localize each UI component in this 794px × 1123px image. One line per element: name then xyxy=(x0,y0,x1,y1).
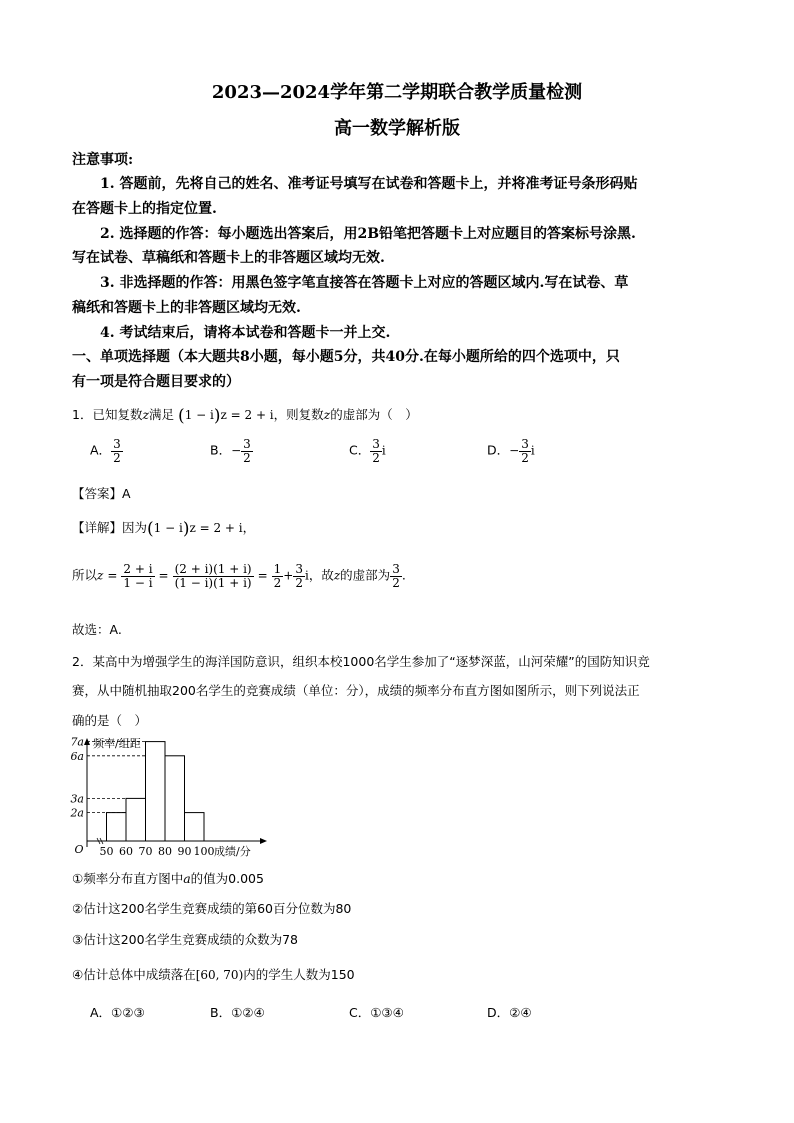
sol-mid: ，故 xyxy=(308,567,334,583)
x-tick-label: 50 xyxy=(99,845,114,858)
exam-title: 2023—2024学年第二学期联合教学质量检测 xyxy=(211,82,583,103)
notice-item3-line1: 3. 非选择题的作答：用黑色签字笔直接答在答题卡上对应的答题区域内.写在试卷、草 xyxy=(100,275,629,291)
sol-prefix: 所以 xyxy=(72,567,98,583)
q1-mid: 满足 xyxy=(149,407,175,422)
option-denominator: 2 xyxy=(243,450,251,465)
q2-statement4 xyxy=(72,965,355,983)
notice-item1-line1: 1. 答题前，先将自己的姓名、准考证号填写在试卷和答题卡上，并将准考证号条形码贴 xyxy=(100,176,638,192)
y-tick-label: 6a xyxy=(70,749,84,763)
histogram-bar xyxy=(165,756,185,841)
q1-suffix: ，则复数 xyxy=(273,407,324,422)
option-label: D． xyxy=(487,442,510,458)
q1-stem xyxy=(72,405,418,426)
q1-suffix2: 的虚部为（ ） xyxy=(330,407,418,422)
sol-fraction-denominator: 2 xyxy=(392,575,400,590)
q1-option-b[interactable] xyxy=(210,438,253,464)
sol-mid2: 的虚部为 xyxy=(340,567,391,583)
sol-var: z xyxy=(333,568,341,583)
notice-item2-line1: 2. 选择题的作答：每小题选出答案后，用2B铅笔把答题卡上对应题目的答案标号涂黑. xyxy=(100,226,636,242)
q2-option-c[interactable]: C．①③④ xyxy=(349,1005,404,1020)
y-tick-label: 7a xyxy=(70,735,84,749)
q1-option-c[interactable] xyxy=(349,438,386,464)
option-numerator: 3 xyxy=(372,437,380,451)
sol-fraction-numerator: 3 xyxy=(295,562,303,576)
q2-statement1 xyxy=(72,869,264,887)
option-sign: − xyxy=(231,443,242,458)
notice-item1-line2: 在答题卡上的指定位置. xyxy=(72,201,217,217)
sol-end: . xyxy=(401,567,406,583)
option-denominator: 2 xyxy=(521,450,529,465)
sol-equals: = xyxy=(257,568,268,583)
q1-equation: (1 − i)z = 2 + i xyxy=(178,406,274,426)
q2-option-d[interactable]: D．②④ xyxy=(487,1005,532,1020)
section1-line1: 一、单项选择题（本大题共8小题，每小题5分，共40分.在每小题所给的四个选项中，只 xyxy=(72,349,620,365)
statement1-prefix: ①频率分布直方图中 xyxy=(72,871,184,886)
option-label: C． xyxy=(349,442,371,458)
statement1-suffix: 的值为0.005 xyxy=(190,871,264,886)
statement4-suffix: 内的学生人数为150 xyxy=(243,967,355,982)
y-axis-label: 频率/组距 xyxy=(93,737,141,750)
sol-fraction-numerator: 3 xyxy=(392,562,400,576)
origin-label: O xyxy=(74,843,84,856)
option-label: A． xyxy=(90,442,112,458)
q2-line2: 赛，从中随机抽取200名学生的竞赛成绩（单位：分），成绩的频率分布直方图如图所示，则下列说法正 xyxy=(72,683,640,698)
q1-option-a[interactable] xyxy=(90,438,123,464)
x-axis-label: 成绩/分 xyxy=(214,845,251,858)
histogram-bar xyxy=(126,798,146,841)
histogram-bar xyxy=(146,742,166,841)
notice-item4: 4. 考试结束后，请将本试卷和答题卡一并上交. xyxy=(100,325,391,341)
q1-detail-comma: ， xyxy=(242,520,256,535)
notice-heading: 注意事项: xyxy=(72,152,134,168)
notice-item2-line2: 写在试卷、草稿纸和答题卡上的非答题区域均无效. xyxy=(72,250,385,266)
q1-prefix: 1．已知复数 xyxy=(72,407,143,422)
x-tick-label: 60 xyxy=(119,845,133,858)
sol-imaginary-unit: i xyxy=(304,568,309,583)
x-tick-label: 100 xyxy=(193,845,215,858)
option-denominator: 2 xyxy=(113,450,121,465)
sol-equals: = xyxy=(158,568,169,583)
q1-eq-right: z = 2 + i xyxy=(220,408,274,422)
option-sign: − xyxy=(509,443,520,458)
q1-detail-eq-left: 1 − i xyxy=(153,521,183,535)
x-tick-label: 80 xyxy=(158,845,172,858)
q2-option-b[interactable]: B．①②④ xyxy=(210,1005,265,1020)
q1-choose: 故选：A. xyxy=(72,622,122,637)
sol-plus: + xyxy=(283,568,294,583)
option-denominator: 2 xyxy=(372,450,380,465)
notice-item3-line2: 稿纸和答题卡上的非答题区域均无效. xyxy=(72,300,301,316)
histogram-bar xyxy=(107,813,127,841)
option-label: B． xyxy=(210,442,232,458)
statement4-prefix: ④估计总体中成绩落在 xyxy=(72,967,196,982)
x-tick-label: 70 xyxy=(138,845,153,858)
option-numerator: 3 xyxy=(521,437,529,451)
sol-fraction-denominator: 1 − i xyxy=(123,575,153,590)
q1-var2: z xyxy=(323,407,331,422)
q1-var: z xyxy=(142,407,150,422)
option-unit: i xyxy=(530,443,535,458)
exam-subtitle: 高一数学解析版 xyxy=(334,118,460,139)
histogram-bar xyxy=(185,813,205,841)
sol-fraction-denominator: 2 xyxy=(273,575,282,590)
sol-equals: = xyxy=(107,568,118,583)
sol-fraction-denominator: 2 xyxy=(295,575,303,590)
sol-var: z xyxy=(97,568,104,583)
option-numerator: 3 xyxy=(243,437,251,451)
q2-statement2: ②估计这200名学生竞赛成绩的第60百分位数为80 xyxy=(72,901,352,916)
statement4-interval: [60, 70) xyxy=(195,968,244,982)
sol-fraction-numerator: (2 + i)(1 + i) xyxy=(174,562,252,576)
q1-option-d[interactable] xyxy=(487,438,535,464)
option-numerator: 3 xyxy=(113,437,121,451)
y-tick-label: 2a xyxy=(70,806,84,820)
q2-line1: 2．某高中为增强学生的海洋国防意识，组织本校1000名学生参加了“逐梦深蓝，山河荣耀”的国防知识竞 xyxy=(72,654,650,669)
option-unit: i xyxy=(381,443,386,458)
y-tick-label: 3a xyxy=(70,792,84,806)
q2-line3: 确的是（ ） xyxy=(72,713,148,728)
x-tick-label: 90 xyxy=(177,845,192,858)
frequency-histogram xyxy=(70,735,280,863)
q1-detail: 【详解】因为(1 − i)z = 2 + i， xyxy=(72,519,256,539)
sol-fraction-denominator: (1 − i)(1 + i) xyxy=(174,575,252,590)
q2-option-a[interactable]: A．①②③ xyxy=(90,1005,145,1020)
x-axis-arrow xyxy=(260,838,267,844)
section1-line2: 有一项是符合题目要求的） xyxy=(72,374,240,390)
q1-solution xyxy=(72,563,406,589)
q2-statement3: ③估计这200名学生竞赛成绩的众数为78 xyxy=(72,932,298,947)
sol-fraction-numerator: 2 + i xyxy=(123,562,153,576)
statement1-var: a xyxy=(183,871,191,886)
q1-detail-eq-right: z = 2 + i xyxy=(189,521,243,535)
sol-fraction-numerator: 1 xyxy=(273,562,282,576)
q1-eq-left: 1 − i xyxy=(184,408,214,422)
q1-detail-prefix: 【详解】因为 xyxy=(72,520,148,535)
q1-answer: 【答案】A xyxy=(72,486,131,501)
